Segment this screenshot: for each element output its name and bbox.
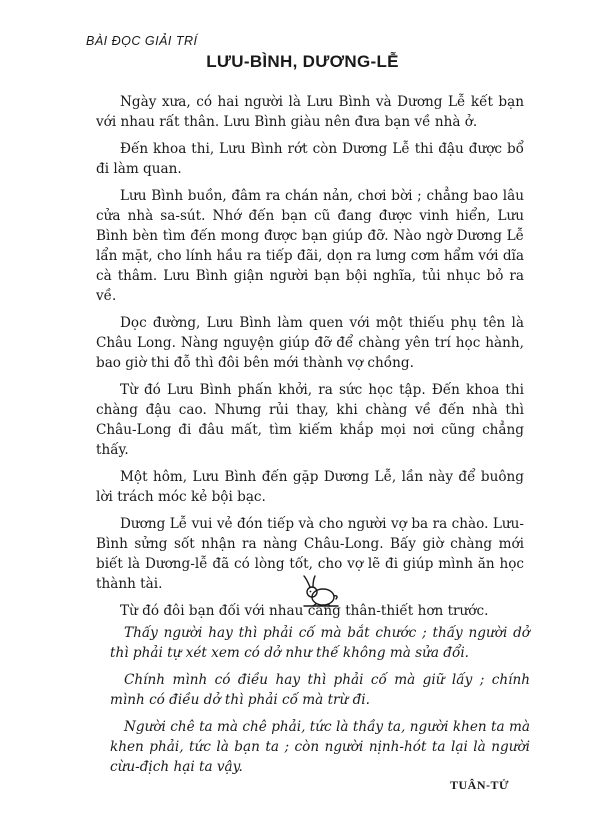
maxim-paragraph: Thấy người hay thì phải cố mà bắt chước ; thấy người dở thì phải tự xét xem có dở như thế không mà sửa đổi. [110,625,530,661]
maxim-author: TUÂN-TỬ [450,778,510,792]
maxims-block [110,623,530,784]
story-paragraph: Từ đó đôi bạn đối với nhau càng thân-thiết hơn trước. [120,603,489,619]
story-paragraph: Đến khoa thi, Lưu Bình rớt còn Dương Lễ thi đậu được bổ đi làm quan. [96,141,524,177]
rabbit-icon [300,575,340,609]
story-body [96,92,524,628]
maxim-paragraph: Người chê ta mà chê phải, tức là thầy ta, người khen ta mà khen phải, tức là bạn ta ; còn người nịnh-hót ta lại là người cừu-địch hại ta vậy. [110,719,530,775]
story-paragraph: Dọc đường, Lưu Bình làm quen với một thiếu phụ tên là Châu Long. Nàng nguyện giúp đỡ để chàng yên trí học hành, bao giờ thi đỗ thì đôi bên mới thành vợ chồng. [96,315,524,371]
story-title: LƯU-BÌNH, DƯƠNG-LỄ [206,52,399,71]
story-paragraph: Một hôm, Lưu Bình đến gặp Dương Lễ, lần này để buông lời trách móc kẻ bội bạc. [96,469,524,505]
section-label: BÀI ĐỌC GIẢI TRÍ [86,34,198,48]
story-paragraph: Dương Lễ vui vẻ đón tiếp và cho người vợ ba ra chào. Lưu-Bình sửng sốt nhận ra nàng Châu-Long. Bấy giờ chàng mới biết là Dương-lễ đã có lòng tốt, cho vợ lẽ đi giúp mình ăn học thành tài. [96,516,524,592]
story-paragraph: Ngày xưa, có hai người là Lưu Bình và Dương Lễ kết bạn với nhau rất thân. Lưu Bình giàu nên đưa bạn về nhà ở. [96,94,524,130]
story-paragraph: Từ đó Lưu Bình phấn khởi, ra sức học tập. Đến khoa thi chàng đậu cao. Nhưng rủi thay, khi chàng về đến nhà thì Châu-Long đi đâu mất, tìm kiếm khắp mọi nơi cũng chẳng thấy. [96,382,524,458]
story-paragraph: Lưu Bình buồn, đâm ra chán nản, chơi bời ; chẳng bao lâu cửa nhà sa-sút. Nhớ đến bạn cũ đang được vinh hiển, Lưu Bình bèn tìm đến mong được bạn giúp đỡ. Nào ngờ Dương Lễ lẩn mặt, cho lính hầu ra tiếp đãi, dọn ra lưng cơm hẩm với dĩa cà thâm. Lưu Bình giận người bạn bội nghĩa, tủi nhục bỏ ra về. [96,188,524,304]
maxim-paragraph: Chính mình có điều hay thì phải cố mà giữ lấy ; chính mình có điều dở thì phải cố mà trừ đi. [110,672,530,708]
